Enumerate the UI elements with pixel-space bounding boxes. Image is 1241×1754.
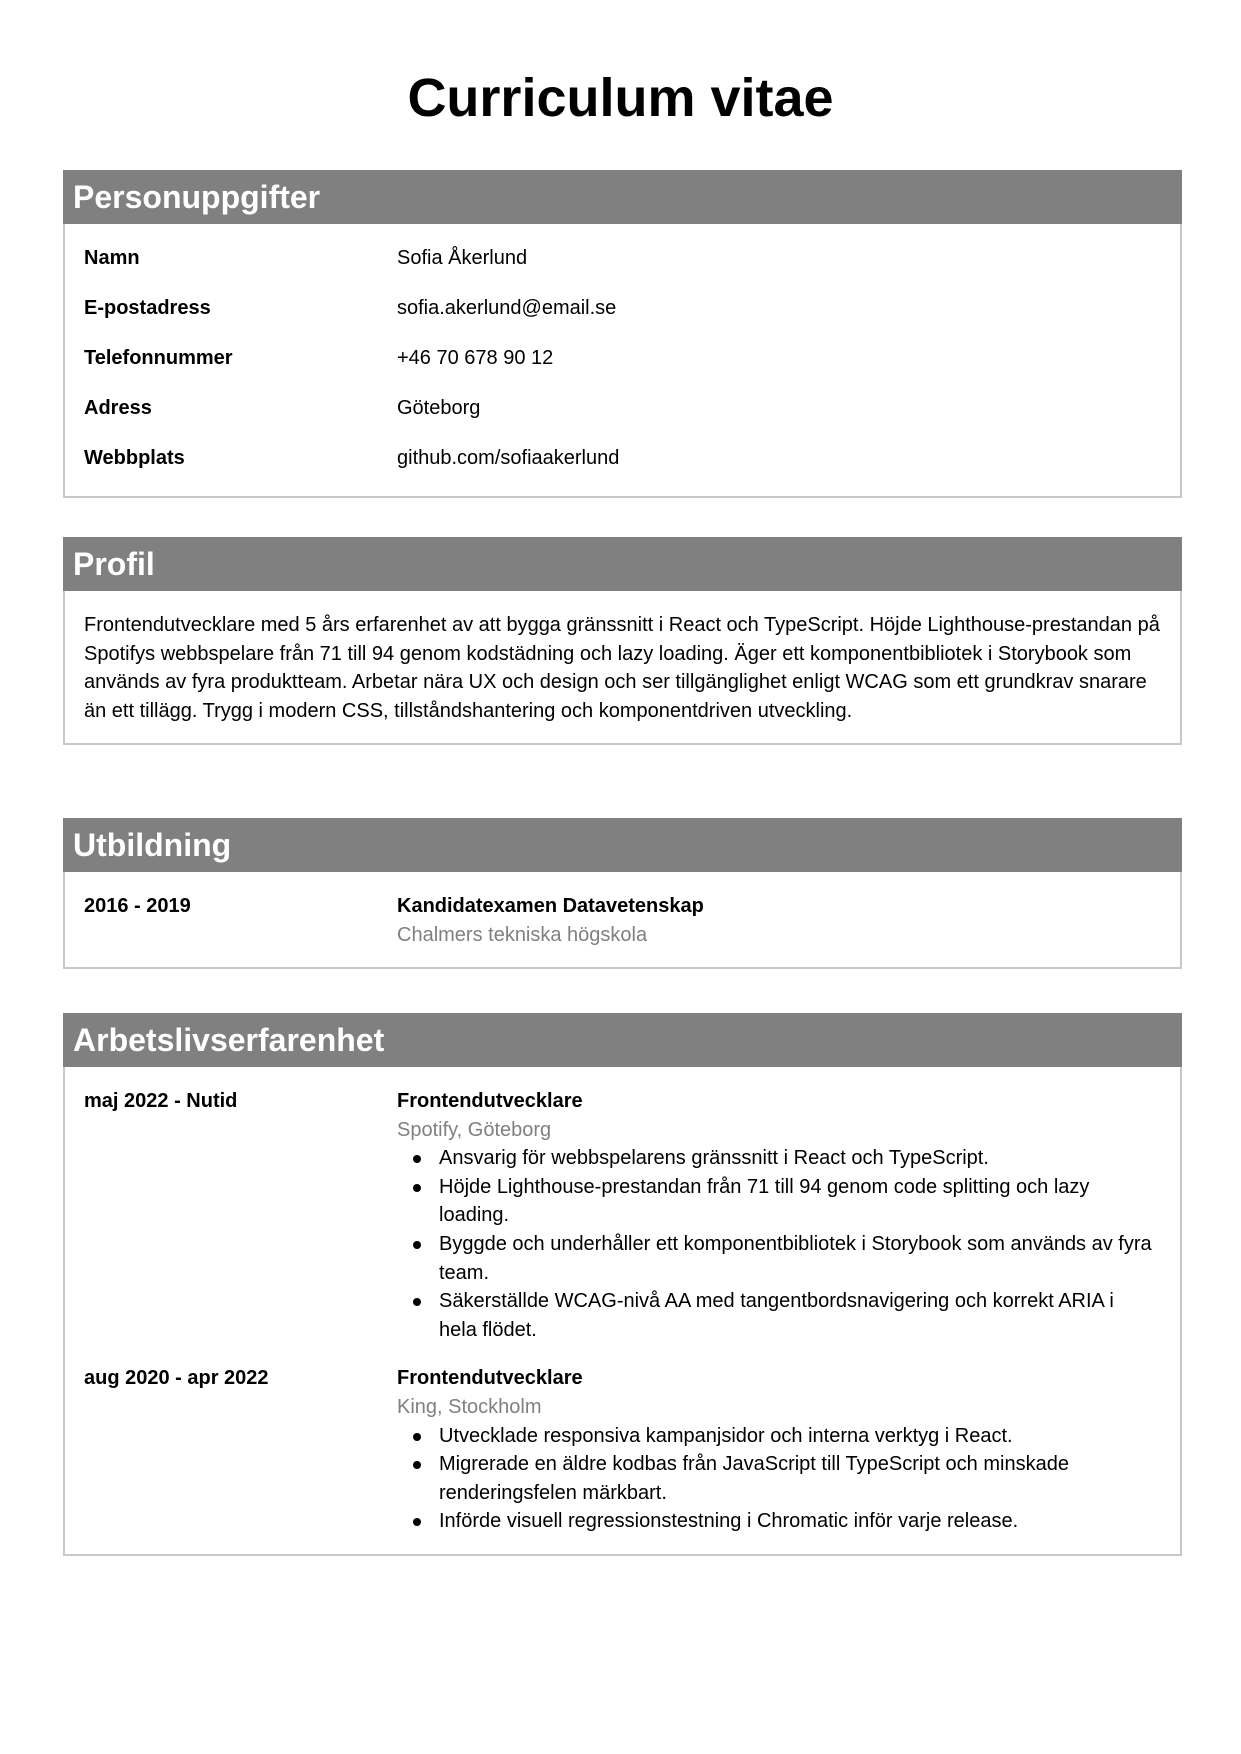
job-date: aug 2020 - apr 2022 bbox=[84, 1367, 269, 1390]
website-label: Webbplats bbox=[84, 447, 185, 469]
phone-value: +46 70 678 90 12 bbox=[397, 347, 554, 369]
personal-row-email bbox=[84, 294, 1161, 344]
name-label: Namn bbox=[84, 247, 140, 269]
email-label: E-postadress bbox=[84, 297, 211, 319]
job-details bbox=[397, 1364, 1161, 1536]
job-details bbox=[397, 1087, 1161, 1344]
address-value: Göteborg bbox=[397, 397, 481, 419]
website-value: github.com/sofiaakerlund bbox=[397, 447, 620, 469]
job-bullet: Byggde och underhåller ett komponentbibliotek i Storybook som används av fyra team. bbox=[397, 1230, 1161, 1287]
profile-heading: Profil bbox=[63, 537, 1182, 591]
experience-entry bbox=[84, 1087, 1161, 1344]
job-title: Frontendutvecklare bbox=[397, 1090, 583, 1112]
job-bullet: Säkerställde WCAG-nivå AA med tangentbordsnavigering och korrekt ARIA i hela flödet. bbox=[397, 1287, 1161, 1344]
personal-info-body bbox=[65, 224, 1180, 496]
personal-row-name bbox=[84, 244, 1161, 294]
degree-title: Kandidatexamen Datavetenskap bbox=[397, 895, 704, 917]
education-entry bbox=[84, 892, 1161, 949]
job-bullets bbox=[397, 1422, 1161, 1536]
education-date: 2016 - 2019 bbox=[84, 895, 191, 917]
experience-section bbox=[63, 1013, 1182, 1556]
job-bullet: Höjde Lighthouse-prestandan från 71 till 94 genom code splitting och lazy loading. bbox=[397, 1173, 1161, 1230]
personal-row-phone bbox=[84, 344, 1161, 394]
profile-body bbox=[65, 591, 1180, 743]
job-employer: Spotify, Göteborg bbox=[397, 1118, 552, 1141]
job-bullet: Ansvarig för webbspelarens gränssnitt i React och TypeScript. bbox=[397, 1144, 1161, 1173]
personal-row-address bbox=[84, 394, 1161, 444]
experience-heading: Arbetslivserfarenhet bbox=[63, 1013, 1182, 1067]
education-heading: Utbildning bbox=[63, 818, 1182, 872]
address-label: Adress bbox=[84, 397, 152, 419]
education-section bbox=[63, 818, 1182, 969]
name-value: Sofia Åkerlund bbox=[397, 247, 528, 269]
job-title: Frontendutvecklare bbox=[397, 1367, 583, 1390]
personal-info-section bbox=[63, 170, 1182, 498]
job-bullet: Införde visuell regressionstestning i Chromatic inför varje release. bbox=[397, 1507, 1161, 1536]
job-bullet: Migrerade en äldre kodbas från JavaScript till TypeScript och minskade renderingsfelen märkbart. bbox=[397, 1450, 1161, 1507]
job-date: maj 2022 - Nutid bbox=[84, 1090, 238, 1112]
phone-label: Telefonnummer bbox=[84, 347, 233, 369]
job-employer: King, Stockholm bbox=[397, 1395, 542, 1418]
job-bullet: Utvecklade responsiva kampanjsidor och interna verktyg i React. bbox=[397, 1422, 1161, 1451]
education-body bbox=[65, 872, 1180, 967]
experience-body bbox=[65, 1067, 1180, 1554]
experience-entry bbox=[84, 1364, 1161, 1536]
page-title: Curriculum vitae bbox=[407, 68, 834, 128]
profile-section bbox=[63, 537, 1182, 745]
personal-row-website bbox=[84, 444, 1161, 478]
education-details bbox=[397, 892, 1161, 949]
school-name: Chalmers tekniska högskola bbox=[397, 923, 648, 946]
personal-info-heading: Personuppgifter bbox=[63, 170, 1182, 224]
email-value: sofia.akerlund@email.se bbox=[397, 297, 617, 319]
profile-text: Frontendutvecklare med 5 års erfarenhet av att bygga gränssnitt i React och TypeScript. Höjde Lighthouse-prestandan på Spotifys webbspelare från 71 till 94 genom kodstädning och lazy loading. Äger ett komponentbibliotek i Storybook som används av fyra produktteam. Arbetar nära UX och design och ser tillgänglighet enligt WCAG som ett grundkrav snarare än ett tillägg. Trygg i modern CSS, tillståndshantering och komponentdriven utveckling. bbox=[84, 614, 1160, 722]
job-bullets bbox=[397, 1144, 1161, 1344]
